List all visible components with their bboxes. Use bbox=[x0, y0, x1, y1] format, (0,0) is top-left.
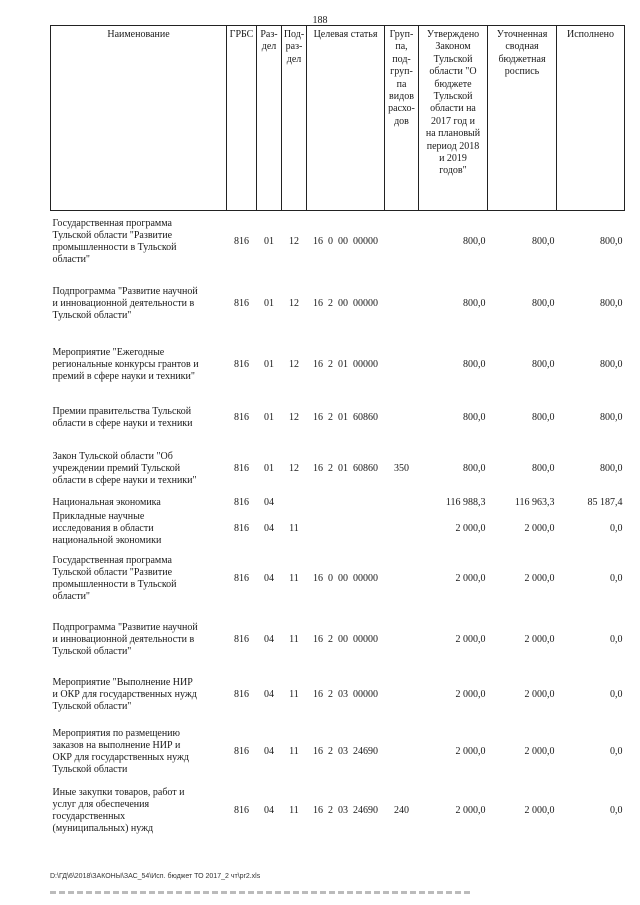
row-grbs: 816 bbox=[234, 572, 249, 584]
row-section: 01 bbox=[264, 358, 274, 370]
row-section: 04 bbox=[264, 497, 274, 508]
row-executed: 800,0 bbox=[600, 412, 623, 423]
row-target-article: 16 0 00 00000 bbox=[313, 236, 378, 248]
row-approved: 2 000,0 bbox=[455, 633, 486, 645]
row-name: Государственная программа Тульской области "Развитие промышленности в Тульской области" bbox=[52, 218, 177, 266]
row-refined: 2 000,0 bbox=[524, 572, 555, 584]
row-executed: 800,0 bbox=[600, 236, 623, 248]
row-section: 04 bbox=[264, 689, 274, 700]
row-approved: 2 000,0 bbox=[455, 804, 486, 816]
table-row bbox=[51, 610, 625, 670]
row-name: Подпрограмма "Развитие научной и инновационной деятельности в Тульской области" bbox=[52, 285, 198, 321]
header-grbs: ГРБС bbox=[227, 26, 257, 211]
table-row bbox=[51, 497, 625, 510]
row-refined: 2 000,0 bbox=[524, 522, 555, 534]
row-refined: 800,0 bbox=[532, 236, 555, 248]
row-refined: 2 000,0 bbox=[524, 804, 555, 816]
table-row bbox=[51, 274, 625, 334]
row-grbs: 816 bbox=[234, 633, 249, 645]
header-refined: Уточненная сводная бюджетная роспись bbox=[488, 26, 557, 211]
table-body bbox=[51, 211, 625, 839]
header-approved: Утверждено Законом Тульской области "О бюджете Тульской области на 2017 год и на плановый период 2018 и 2019 годов" bbox=[419, 26, 488, 211]
row-name: Подпрограмма "Развитие научной и инновационной деятельности в Тульской области" bbox=[52, 621, 198, 657]
row-approved: 116 988,3 bbox=[445, 497, 486, 508]
row-subsection: 11 bbox=[289, 745, 299, 757]
row-subsection: 11 bbox=[289, 522, 299, 534]
row-subsection: 12 bbox=[289, 462, 299, 474]
row-expense-group bbox=[385, 510, 419, 548]
row-refined: 800,0 bbox=[532, 297, 555, 309]
row-refined: 116 963,3 bbox=[514, 497, 555, 508]
header-executed: Исполнено bbox=[557, 26, 625, 211]
table-row bbox=[51, 548, 625, 610]
row-refined: 800,0 bbox=[532, 462, 555, 474]
row-name: Закон Тульской области "Об учреждении премий Тульской области в сфере науки и техники" bbox=[52, 450, 197, 486]
row-expense-group: 240 bbox=[394, 804, 409, 816]
row-target-article: 16 2 01 60860 bbox=[313, 462, 378, 474]
table-row bbox=[51, 396, 625, 441]
row-subsection: 11 bbox=[289, 689, 299, 700]
row-grbs: 816 bbox=[234, 522, 249, 534]
row-grbs: 816 bbox=[234, 497, 249, 508]
row-refined: 800,0 bbox=[532, 358, 555, 370]
row-refined: 2 000,0 bbox=[524, 745, 555, 757]
row-target-article: 16 2 00 00000 bbox=[313, 633, 378, 645]
row-target-article: 16 2 01 60860 bbox=[313, 412, 378, 423]
row-target-article: 16 2 03 24690 bbox=[313, 745, 378, 757]
row-executed: 0,0 bbox=[610, 804, 623, 816]
row-refined: 2 000,0 bbox=[524, 689, 555, 700]
row-section: 04 bbox=[264, 522, 274, 534]
row-refined: 800,0 bbox=[532, 412, 555, 423]
row-executed: 800,0 bbox=[600, 358, 623, 370]
row-name: Иные закупки товаров, работ и услуг для обеспечения государственных (муниципальных) нужд bbox=[52, 786, 185, 834]
row-grbs: 816 bbox=[234, 462, 249, 474]
row-subsection: 11 bbox=[289, 633, 299, 645]
row-section: 04 bbox=[264, 633, 274, 645]
row-grbs: 816 bbox=[234, 804, 249, 816]
table-row bbox=[51, 334, 625, 396]
row-approved: 800,0 bbox=[463, 236, 486, 248]
row-section: 01 bbox=[264, 462, 274, 474]
row-expense-group: 350 bbox=[394, 462, 409, 474]
row-subsection: 12 bbox=[289, 297, 299, 309]
row-target-article: 16 2 01 00000 bbox=[313, 358, 378, 370]
row-executed: 85 187,4 bbox=[587, 497, 623, 508]
row-executed: 0,0 bbox=[610, 522, 623, 534]
row-target-article bbox=[307, 510, 385, 548]
header-row bbox=[51, 26, 625, 211]
row-section: 04 bbox=[264, 572, 274, 584]
header-name: Наименование bbox=[51, 26, 227, 211]
row-name: Мероприятия по размещению заказов на выполнение НИР и ОКР для государственных нужд Тульской области bbox=[52, 727, 189, 775]
table-row bbox=[51, 721, 625, 783]
row-expense-group bbox=[385, 274, 419, 334]
row-grbs: 816 bbox=[234, 745, 249, 757]
row-approved: 2 000,0 bbox=[455, 745, 486, 757]
row-section: 01 bbox=[264, 297, 274, 309]
row-expense-group bbox=[385, 497, 419, 510]
row-expense-group bbox=[385, 721, 419, 783]
row-target-article bbox=[307, 497, 385, 510]
row-grbs: 816 bbox=[234, 412, 249, 423]
row-subsection bbox=[282, 497, 307, 510]
table-row bbox=[51, 441, 625, 497]
row-name: Государственная программа Тульской области "Развитие промышленности в Тульской области" bbox=[52, 554, 177, 602]
table-row bbox=[51, 510, 625, 548]
row-executed: 0,0 bbox=[610, 633, 623, 645]
row-executed: 800,0 bbox=[600, 462, 623, 474]
footer-file-path: D:\ГД\6\2018\ЗАКОНЫ\ЗАС_54\Исп. бюджет ТО 2017_2 чт\pr2.xls bbox=[50, 873, 261, 880]
row-subsection: 12 bbox=[289, 236, 299, 248]
row-subsection: 11 bbox=[289, 572, 299, 584]
row-section: 01 bbox=[264, 412, 274, 423]
row-subsection: 12 bbox=[289, 358, 299, 370]
row-name: Мероприятие "Ежегодные региональные конкурсы грантов и премий в сфере науки и техники" bbox=[52, 346, 199, 382]
row-approved: 2 000,0 bbox=[455, 572, 486, 584]
row-name: Мероприятие "Выполнение НИР и ОКР для государственных нужд Тульской области" bbox=[52, 677, 197, 712]
row-name: Прикладные научные исследования в области национальной экономики bbox=[52, 510, 162, 546]
header-section: Раз- дел bbox=[257, 26, 282, 211]
table-row bbox=[51, 211, 625, 274]
row-target-article: 16 0 00 00000 bbox=[313, 572, 378, 584]
budget-table bbox=[50, 25, 625, 839]
row-executed: 0,0 bbox=[610, 745, 623, 757]
row-approved: 800,0 bbox=[463, 358, 486, 370]
table-row bbox=[51, 670, 625, 721]
row-section: 04 bbox=[264, 804, 274, 816]
header-expense-group: Груп- па, под- груп- па видов расхо- дов bbox=[385, 26, 419, 211]
row-subsection: 11 bbox=[289, 804, 299, 816]
row-executed: 800,0 bbox=[600, 297, 623, 309]
row-approved: 2 000,0 bbox=[455, 689, 486, 700]
page-number: 188 bbox=[312, 15, 328, 26]
row-approved: 2 000,0 bbox=[455, 522, 486, 534]
row-expense-group bbox=[385, 396, 419, 441]
row-target-article: 16 2 03 24690 bbox=[313, 804, 378, 816]
row-expense-group bbox=[385, 548, 419, 610]
row-executed: 0,0 bbox=[610, 572, 623, 584]
row-section: 01 bbox=[264, 236, 274, 248]
row-expense-group bbox=[385, 211, 419, 274]
row-approved: 800,0 bbox=[463, 462, 486, 474]
header-subsection: Под- раз- дел bbox=[282, 26, 307, 211]
row-target-article: 16 2 03 00000 bbox=[313, 689, 378, 700]
row-refined: 2 000,0 bbox=[524, 633, 555, 645]
row-grbs: 816 bbox=[234, 297, 249, 309]
table-row bbox=[51, 783, 625, 839]
row-subsection: 12 bbox=[289, 412, 299, 423]
row-expense-group bbox=[385, 610, 419, 670]
row-executed: 0,0 bbox=[610, 689, 623, 700]
row-grbs: 816 bbox=[234, 689, 249, 700]
scan-artifact-line bbox=[50, 891, 470, 894]
row-section: 04 bbox=[264, 745, 274, 757]
header-target-article: Целевая статья bbox=[307, 26, 385, 211]
row-approved: 800,0 bbox=[463, 297, 486, 309]
row-name: Национальная экономика bbox=[52, 497, 161, 508]
row-target-article: 16 2 00 00000 bbox=[313, 297, 378, 309]
row-grbs: 816 bbox=[234, 358, 249, 370]
row-approved: 800,0 bbox=[463, 412, 486, 423]
row-expense-group bbox=[385, 670, 419, 721]
row-grbs: 816 bbox=[234, 236, 249, 248]
row-name: Премии правительства Тульской области в сфере науки и техники bbox=[52, 406, 193, 429]
row-expense-group bbox=[385, 334, 419, 396]
